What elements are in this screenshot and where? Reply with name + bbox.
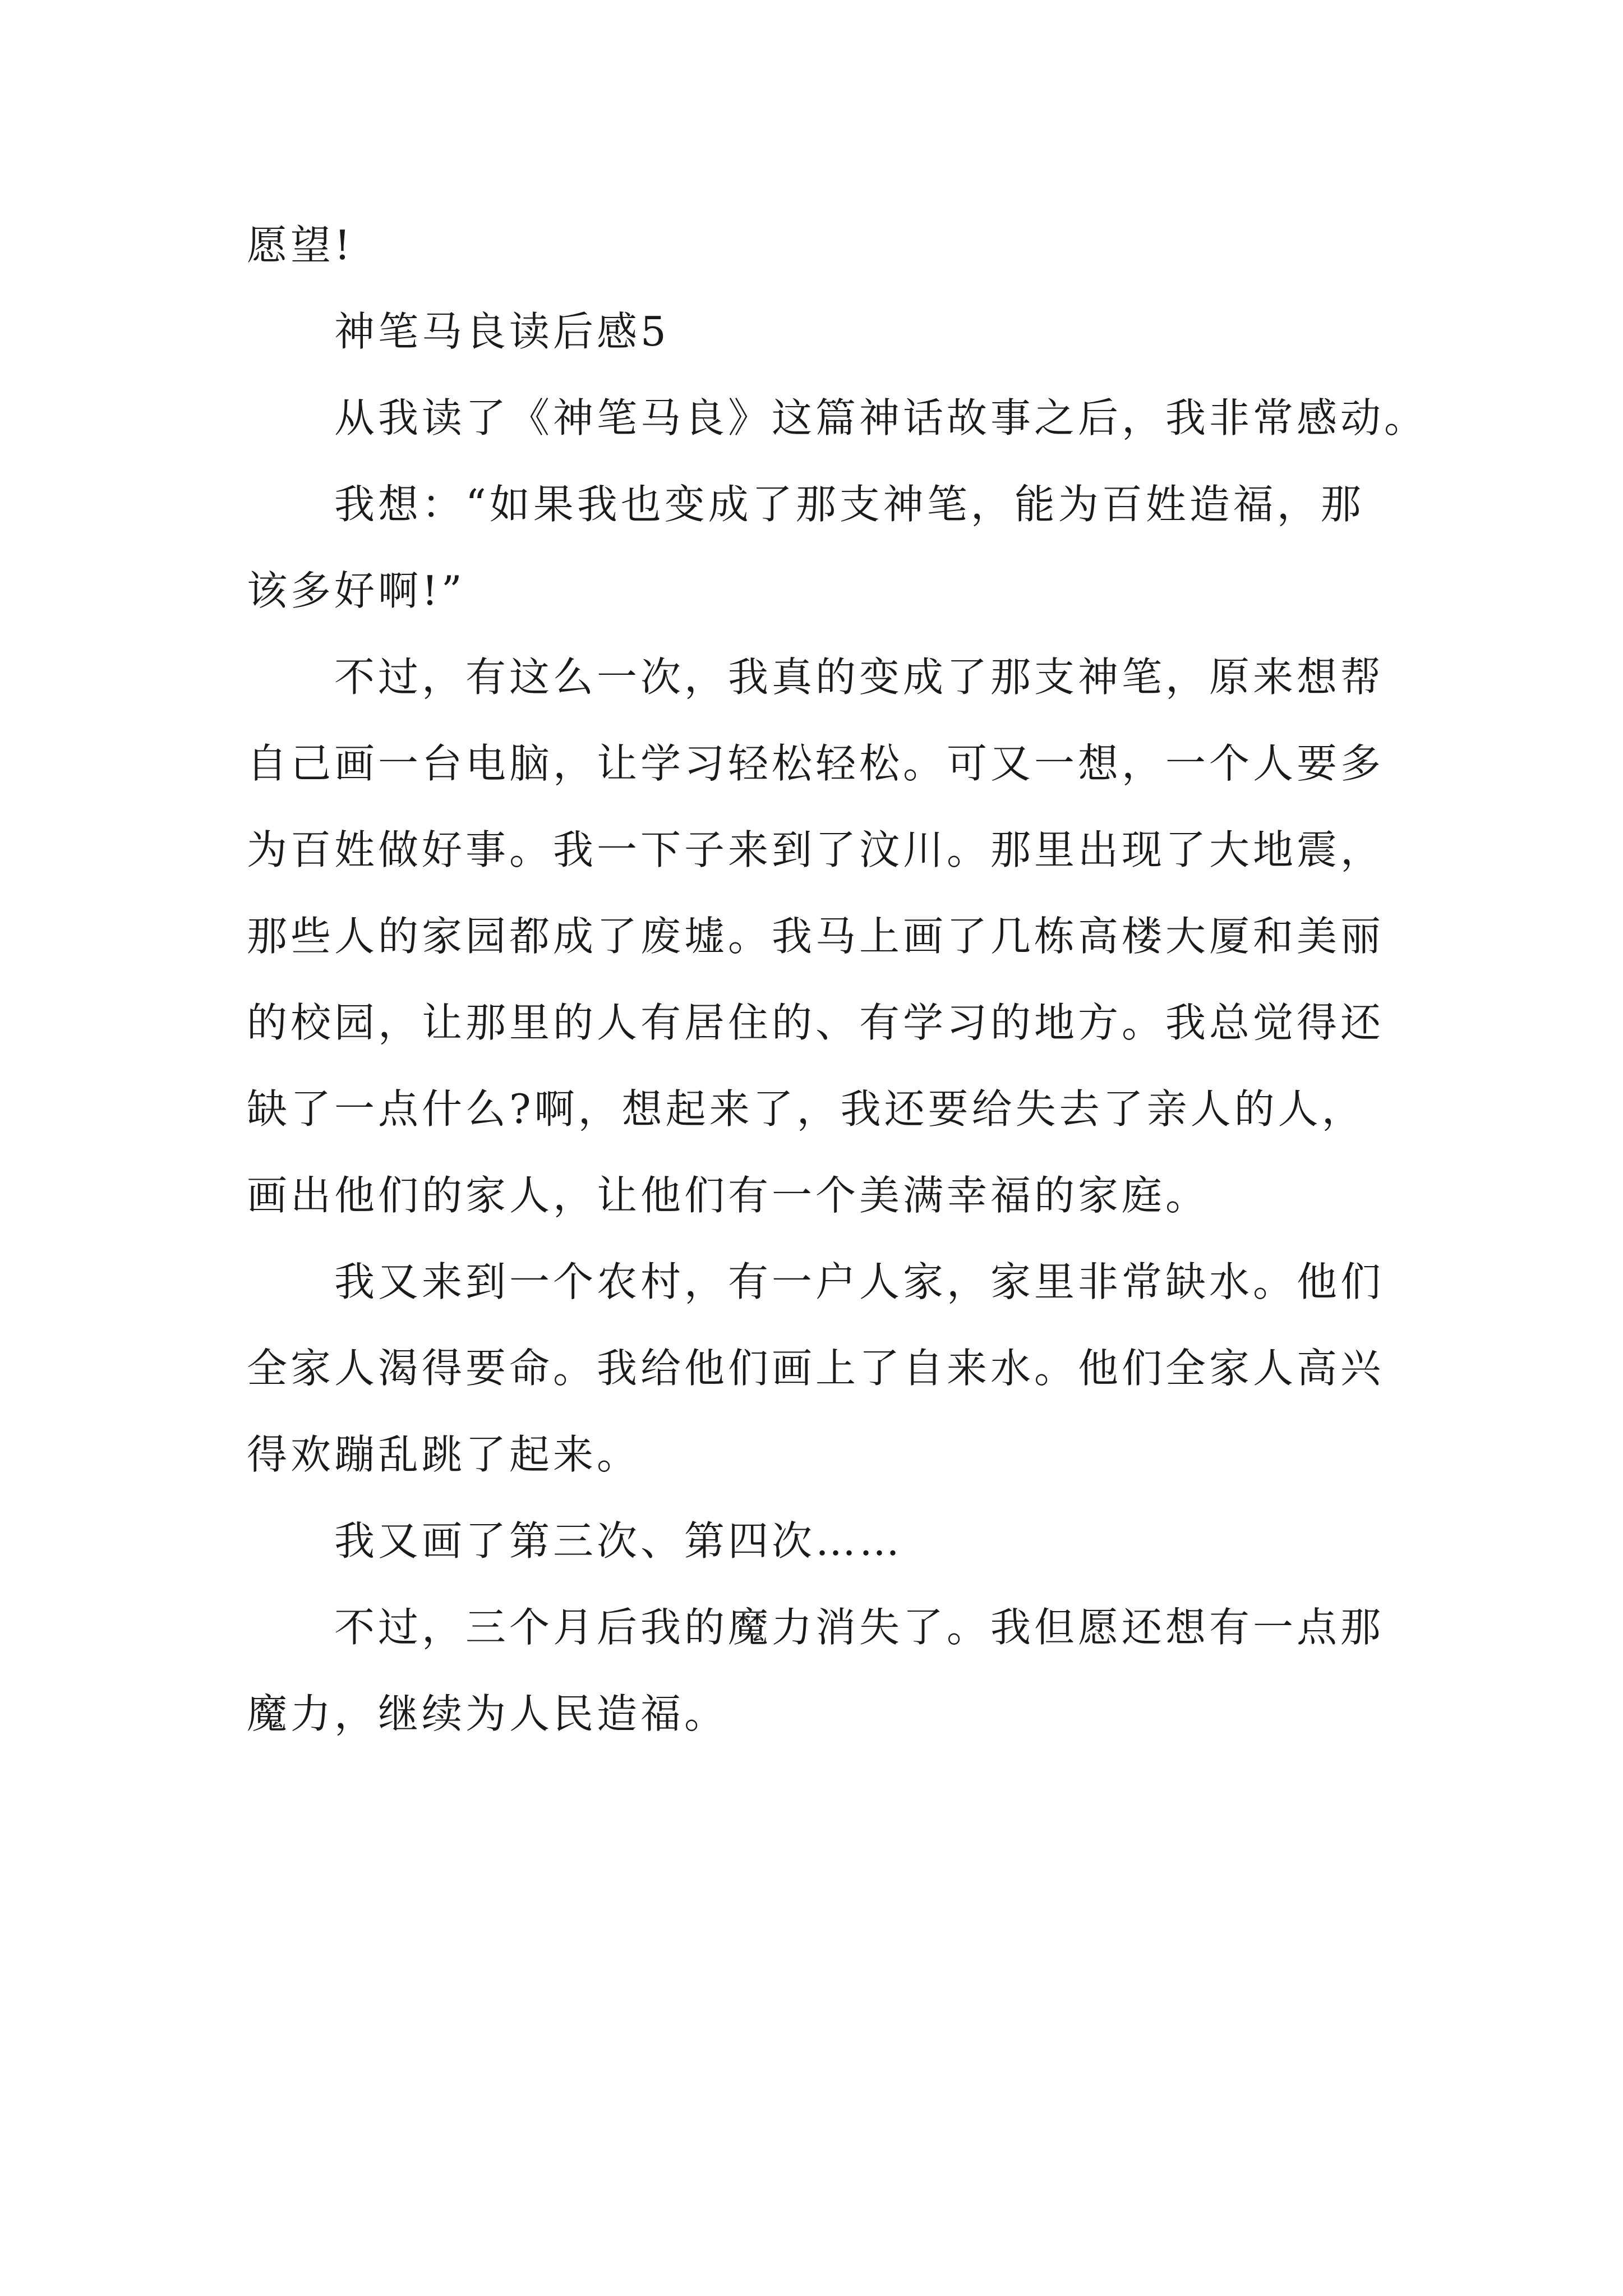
text-line: 为百姓做好事。我一下子来到了汶川。那里出现了大地震， — [247, 826, 1385, 873]
text-line: 我又来到一个农村，有一户人家，家里非常缺水。他们 — [334, 1258, 1385, 1305]
text-line: 该多好啊!” — [247, 567, 465, 614]
text-line: 自己画一台电脑，让学习轻松轻松。可又一想，一个人要多 — [247, 740, 1385, 787]
text-line: 愿望! — [247, 222, 354, 269]
text-line: 全家人渴得要命。我给他们画上了自来水。他们全家人高兴 — [247, 1345, 1385, 1392]
text-line: 我又画了第三次、第四次…… — [334, 1517, 903, 1565]
text-line: 那些人的家园都成了废墟。我马上画了几栋高楼大厦和美丽 — [247, 913, 1385, 960]
text-line: 我想：“如果我也变成了那支神笔，能为百姓造福，那 — [334, 481, 1364, 528]
document-body — [247, 202, 1428, 1757]
text-line: 不过，三个月后我的魔力消失了。我但愿还想有一点那 — [334, 1604, 1385, 1651]
text-line: 缺了一点什么?啊，想起来了，我还要给失去了亲人的人， — [247, 1085, 1366, 1133]
text-line: 得欢蹦乱跳了起来。 — [247, 1431, 641, 1478]
text-line: 从我读了《神笔马良》这篇神话故事之后，我非常感动。 — [334, 394, 1428, 441]
text-line: 画出他们的家人，让他们有一个美满幸福的家庭。 — [247, 1172, 1210, 1219]
text-line: 不过，有这么一次，我真的变成了那支神笔，原来想帮 — [334, 654, 1385, 701]
text-line: 的校园，让那里的人有居住的、有学习的地方。我总觉得还 — [247, 999, 1385, 1046]
text-line: 魔力，继续为人民造福。 — [247, 1690, 728, 1737]
section-heading: 神笔马良读后感5 — [334, 308, 670, 355]
